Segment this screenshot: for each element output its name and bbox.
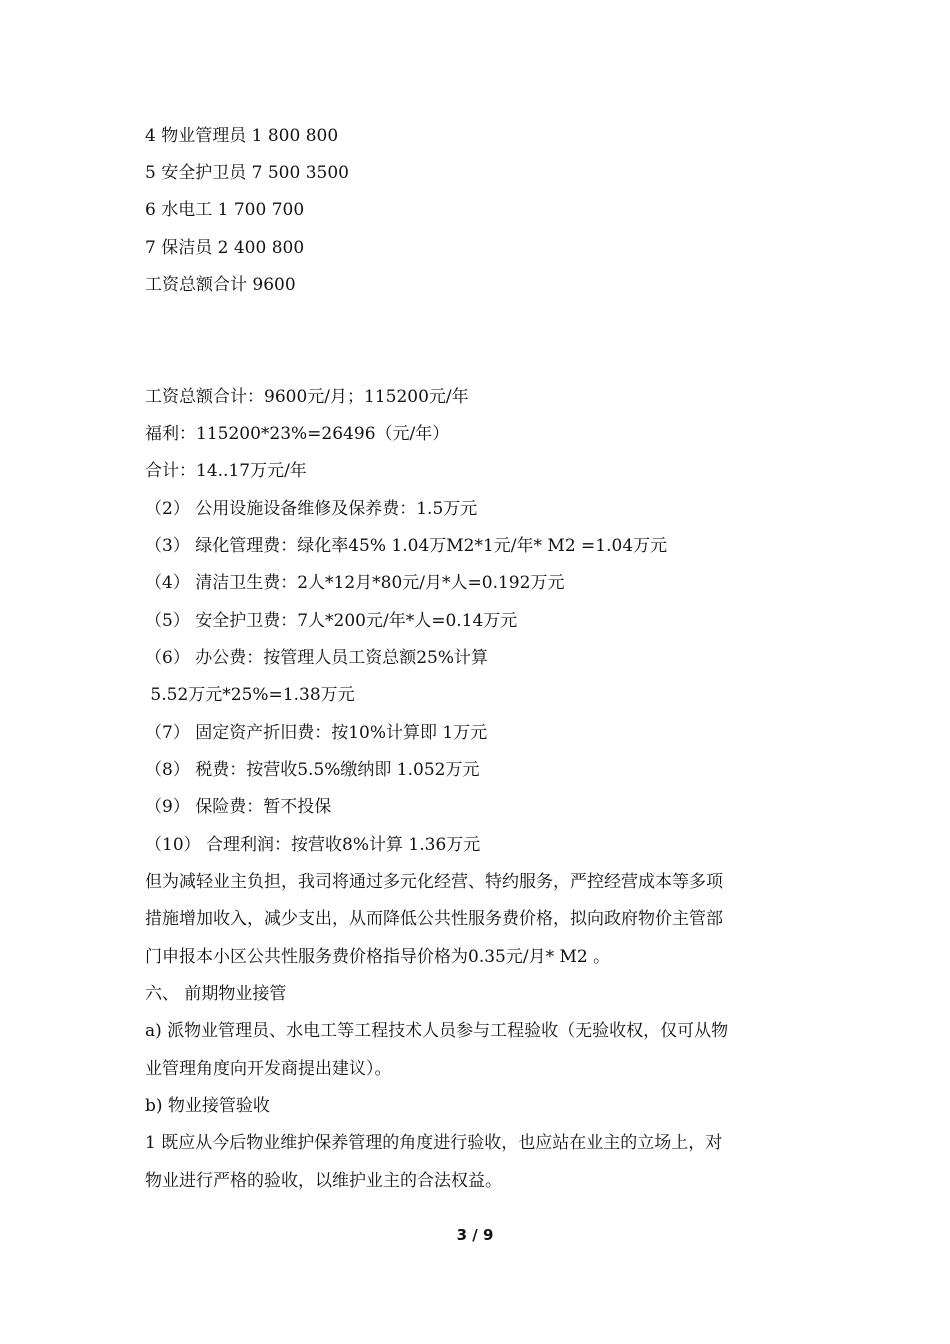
cost-item-cleaning: （4） 清洁卫生费：2人*12月*80元/月*人=0.192万元 bbox=[145, 573, 565, 593]
salary-row-security-guard: 5 安全护卫员 7 500 3500 bbox=[145, 163, 349, 183]
salary-total-line: 工资总额合计 9600 bbox=[145, 275, 296, 295]
cost-item-insurance: （9） 保险费：暂不投保 bbox=[145, 797, 332, 817]
cost-item-profit: （10） 合理利润：按营收8%计算 1.36万元 bbox=[145, 835, 481, 855]
item-1-line-2: 物业进行严格的验收，以维护业主的合法权益。 bbox=[145, 1171, 502, 1191]
paragraph-line-2: 措施增加收入，减少支出，从而降低公共性服务费价格，拟向政府物价主管部 bbox=[145, 909, 723, 929]
cost-item-greening: （3） 绿化管理费：绿化率45% 1.04万M2*1元/年* M2 =1.04万元 bbox=[145, 536, 668, 556]
salary-row-cleaner: 7 保洁员 2 400 800 bbox=[145, 238, 305, 258]
cost-item-office-calc: 5.52万元*25%=1.38万元 bbox=[145, 685, 355, 705]
paragraph-line-1: 但为减轻业主负担，我司将通过多元化经营、特约服务，严控经营成本等多项 bbox=[145, 872, 723, 892]
cost-item-depreciation: （7） 固定资产折旧费：按10%计算即 1万元 bbox=[145, 723, 488, 743]
section-heading: 六、 前期物业接管 bbox=[145, 984, 287, 1004]
item-b-heading: b) 物业接管验收 bbox=[145, 1096, 270, 1116]
paragraph-line-3: 门申报本小区公共性服务费价格指导价格为0.35元/月* M2 。 bbox=[145, 947, 611, 967]
salary-row-property-manager: 4 物业管理员 1 800 800 bbox=[145, 126, 339, 146]
welfare-line: 福利：115200*23%=26496（元/年） bbox=[145, 424, 450, 444]
cost-item-tax: （8） 税费：按营收5.5%缴纳即 1.052万元 bbox=[145, 760, 480, 780]
cost-item-security: （5） 安全护卫费：7人*200元/年*人=0.14万元 bbox=[145, 611, 518, 631]
salary-row-electrician: 6 水电工 1 700 700 bbox=[145, 200, 305, 220]
item-a-line-2: 业管理角度向开发商提出建议）。 bbox=[145, 1059, 392, 1079]
cost-item-maintenance: （2） 公用设施设备维修及保养费：1.5万元 bbox=[145, 499, 478, 519]
subtotal-line: 合计：14..17万元/年 bbox=[145, 461, 307, 481]
page-number: 3 / 9 bbox=[456, 1226, 494, 1244]
salary-total-summary: 工资总额合计：9600元/月；115200元/年 bbox=[145, 387, 469, 407]
item-a-line-1: a) 派物业管理员、水电工等工程技术人员参与工程验收（无验收权，仅可从物 bbox=[145, 1021, 729, 1041]
cost-item-office: （6） 办公费：按管理人员工资总额25%计算 bbox=[145, 648, 489, 668]
item-1-line-1: 1 既应从今后物业维护保养管理的角度进行验收，也应站在业主的立场上，对 bbox=[145, 1133, 723, 1153]
